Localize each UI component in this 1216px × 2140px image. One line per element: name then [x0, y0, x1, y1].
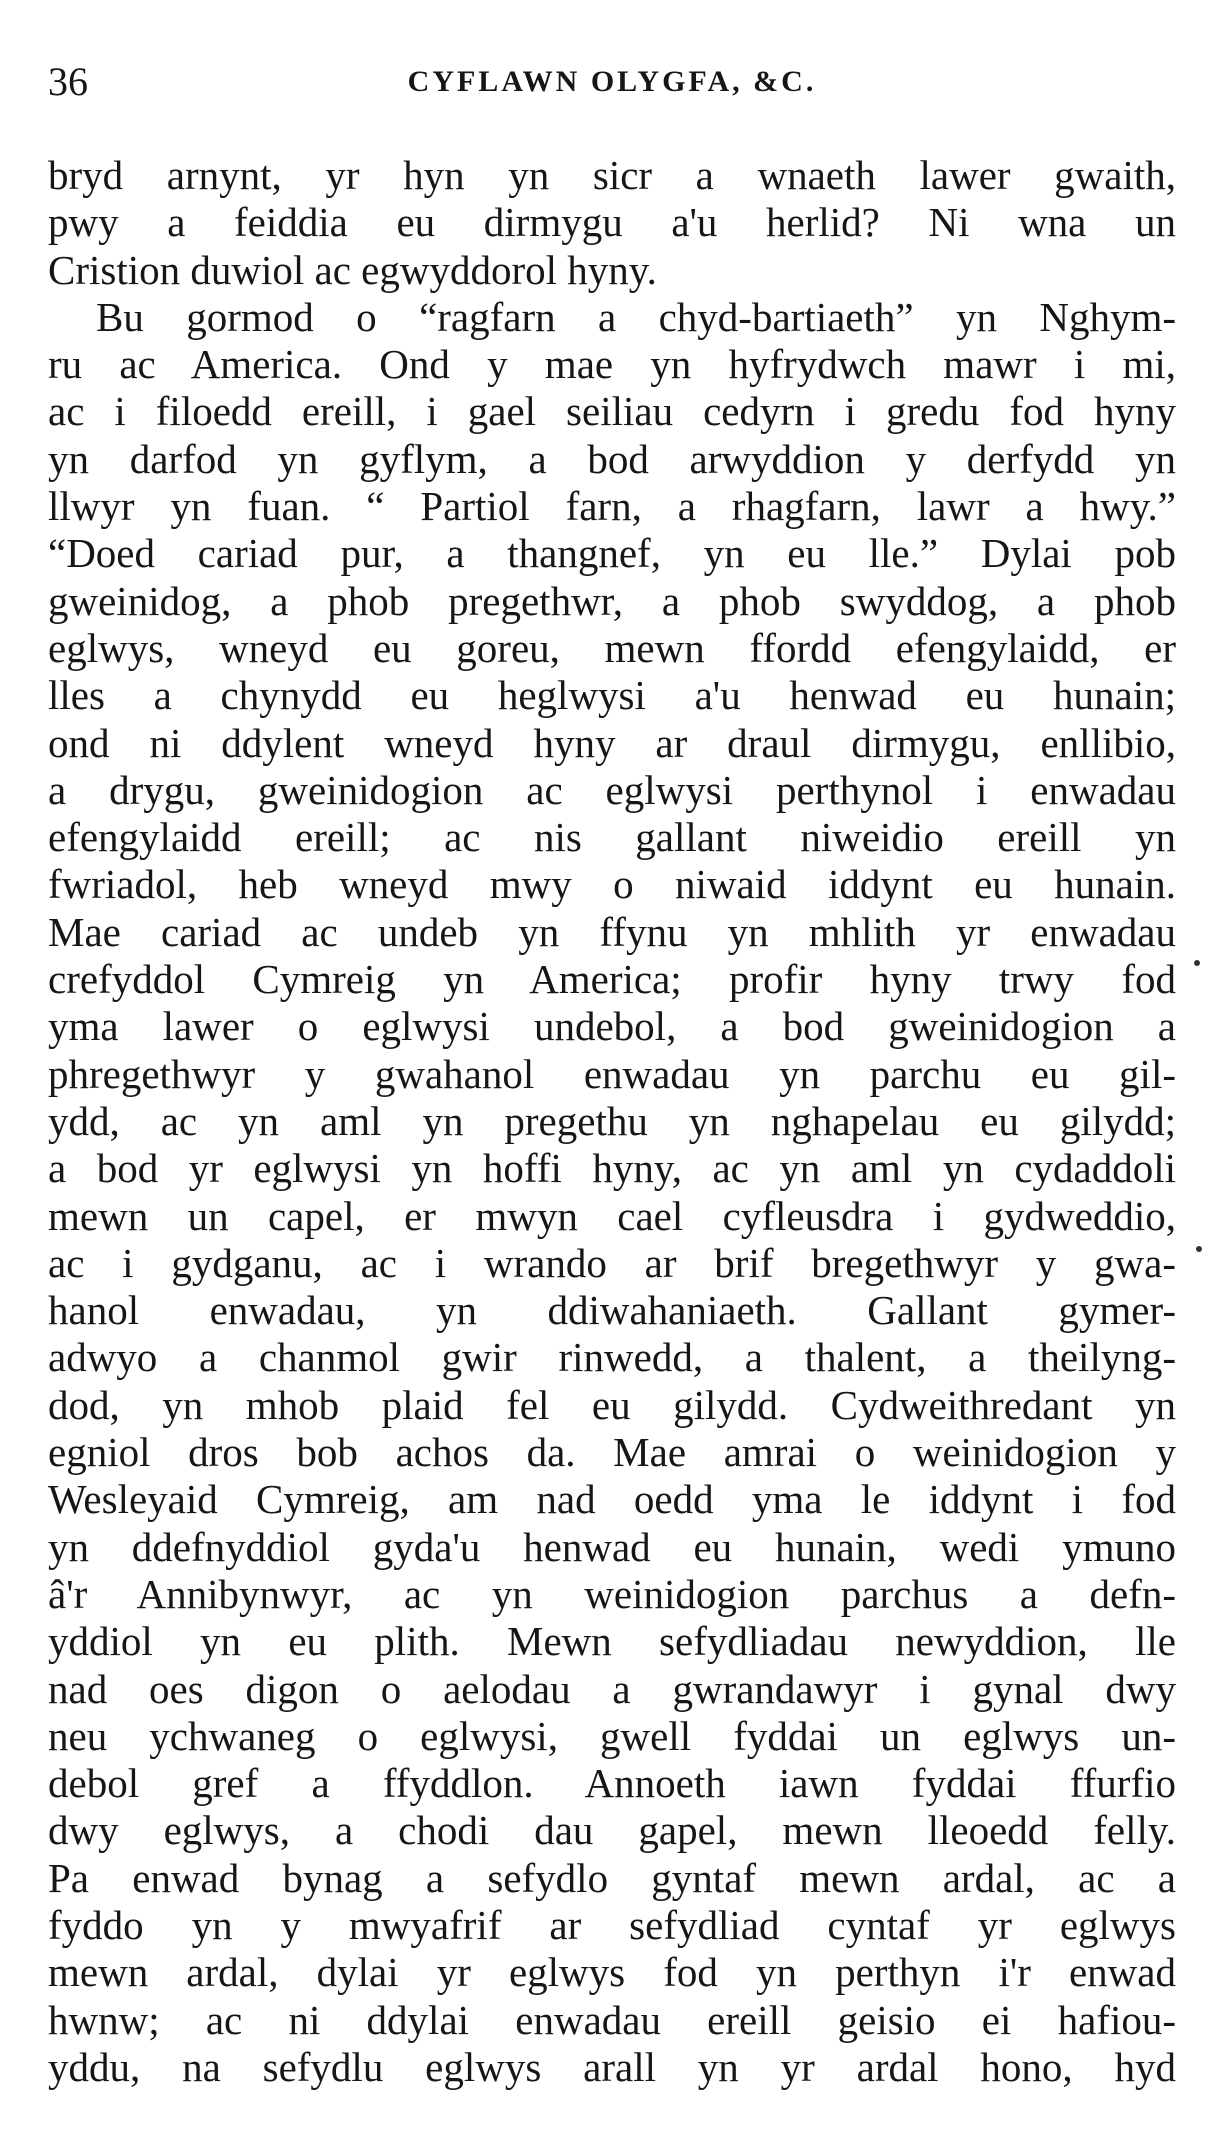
- text-line: phregethwyr y gwahanol enwadau yn parchu eu gil-: [48, 1050, 1176, 1097]
- text-line: hanol enwadau, yn ddiwahaniaeth. Gallant gymer-: [48, 1287, 1176, 1334]
- text-line: eglwys, wneyd eu goreu, mewn ffordd efengylaidd, er: [48, 624, 1176, 671]
- page-header: [48, 52, 1176, 112]
- text-line: ac i gydganu, ac i wrando ar brif bregethwyr y gwa-: [48, 1239, 1176, 1286]
- text-line: lles a chynydd eu heglwysi a'u henwad eu hunain;: [48, 672, 1176, 719]
- text-line: ac i filoedd ereill, i gael seiliau cedyrn i gredu fod hyny: [48, 388, 1176, 435]
- text-line: debol gref a ffyddlon. Annoeth iawn fyddai ffurfio: [48, 1760, 1176, 1807]
- text-line: dwy eglwys, a chodi dau gapel, mewn lleoedd felly.: [48, 1807, 1176, 1854]
- text-line: dod, yn mhob plaid fel eu gilydd. Cydweithredant yn: [48, 1381, 1176, 1428]
- text-line: Cristion duwiol ac egwyddorol hyny.: [48, 246, 657, 293]
- text-line: yddiol yn eu plith. Mewn sefydliadau newyddion, lle: [48, 1618, 1176, 1665]
- text-line: yn ddefnyddiol gyda'u henwad eu hunain, wedi ymuno: [48, 1523, 1176, 1570]
- text-line: gweinidog, a phob pregethwr, a phob swyddog, a phob: [48, 577, 1176, 624]
- text-line: Bu gormod o “ragfarn a chyd-bartiaeth” yn Nghym-: [96, 293, 1176, 340]
- text-line: llwyr yn fuan. “ Partiol farn, a rhagfarn, lawr a hwy.”: [48, 483, 1176, 530]
- text-line: ydd, ac yn aml yn pregethu yn nghapelau eu gilydd;: [48, 1097, 1176, 1144]
- text-line: Pa enwad bynag a sefydlo gyntaf mewn ardal, ac a: [48, 1854, 1176, 1901]
- text-line: a drygu, gweinidogion ac eglwysi perthynol i enwadau: [48, 766, 1176, 813]
- text-line: neu ychwaneg o eglwysi, gwell fyddai un eglwys un-: [48, 1712, 1176, 1759]
- text-line: mewn ardal, dylai yr eglwys fod yn perthyn i'r enwad: [48, 1949, 1176, 1996]
- text-line: efengylaidd ereill; ac nis gallant niweidio ereill yn: [48, 814, 1176, 861]
- text-line: yddu, na sefydlu eglwys arall yn yr ardal hono, hyd: [48, 2043, 1176, 2090]
- text-line: fwriadol, heb wneyd mwy o niwaid iddynt eu hunain.: [48, 861, 1176, 908]
- text-line: pwy a feiddia eu dirmygu a'u herlid? Ni wna un: [48, 199, 1176, 246]
- text-line: fyddo yn y mwyafrif ar sefydliad cyntaf yr eglwys: [48, 1901, 1176, 1948]
- text-line: egniol dros bob achos da. Mae amrai o weinidogion y: [48, 1429, 1176, 1476]
- text-line: â'r Annibynwyr, ac yn weinidogion parchus a defn-: [48, 1570, 1176, 1617]
- text-line: crefyddol Cymreig yn America; profir hyny trwy fod: [48, 956, 1176, 1003]
- text-line: yma lawer o eglwysi undebol, a bod gweinidogion a: [48, 1003, 1176, 1050]
- ink-speck: [1194, 960, 1200, 966]
- text-line: ru ac America. Ond y mae yn hyfrydwch mawr i mi,: [48, 341, 1176, 388]
- text-line: Mae cariad ac undeb yn ffynu yn mhlith yr enwadau: [48, 908, 1176, 955]
- text-line: mewn un capel, er mwyn cael cyfleusdra i gydweddio,: [48, 1192, 1176, 1239]
- text-line: bryd arnynt, yr hyn yn sicr a wnaeth lawer gwaith,: [48, 152, 1176, 198]
- running-title: CYFLAWN OLYGFA, &C.: [407, 65, 817, 98]
- page-number: 36: [48, 59, 88, 104]
- body-text: [48, 152, 1176, 2091]
- text-line: ond ni ddylent wneyd hyny ar draul dirmygu, enllibio,: [48, 719, 1176, 766]
- text-line: “Doed cariad pur, a thangnef, yn eu lle.” Dylai pob: [48, 530, 1176, 577]
- text-line: Wesleyaid Cymreig, am nad oedd yma le iddynt i fod: [48, 1476, 1176, 1523]
- text-line: a bod yr eglwysi yn hoffi hyny, ac yn aml yn cydaddoli: [48, 1145, 1176, 1192]
- text-line: nad oes digon o aelodau a gwrandawyr i gynal dwy: [48, 1665, 1176, 1712]
- text-line: hwnw; ac ni ddylai enwadau ereill geisio ei hafiou-: [48, 1996, 1176, 2043]
- text-line: yn darfod yn gyflym, a bod arwyddion y derfydd yn: [48, 435, 1176, 482]
- text-line: adwyo a chanmol gwir rinwedd, a thalent, a theilyng-: [48, 1334, 1176, 1381]
- ink-speck: [1196, 1246, 1202, 1252]
